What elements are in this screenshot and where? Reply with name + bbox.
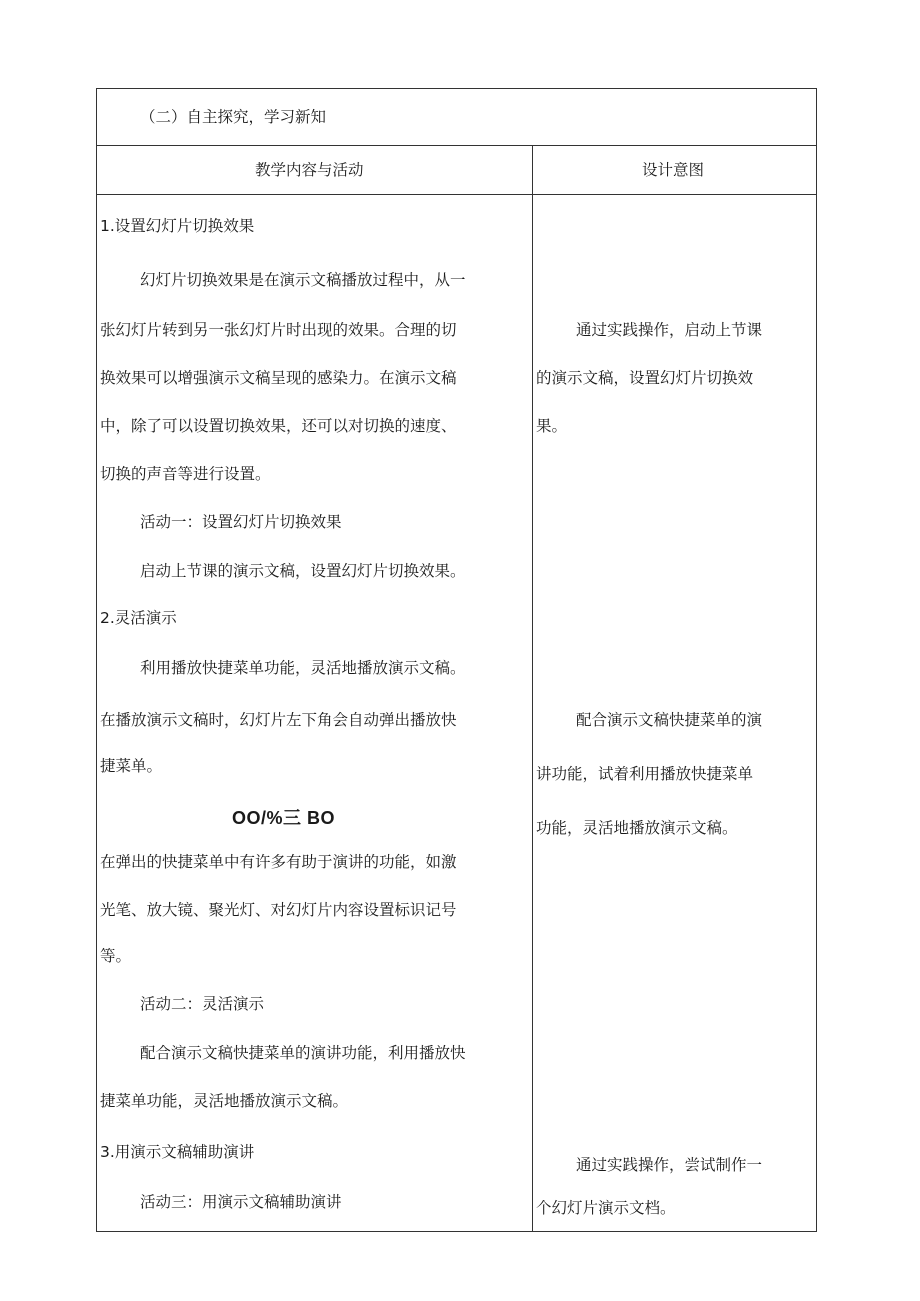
section-title: （二）自主探究，学习新知 [140, 108, 327, 126]
paragraph-line: 切换的声音等进行设置。 [100, 465, 271, 483]
paragraph-line: 换效果可以增强演示文稿呈现的感染力。在演示文稿 [100, 369, 457, 387]
activity-three-title: 活动三：用演示文稿辅助演讲 [140, 1193, 342, 1211]
intent-line: 通过实践操作，尝试制作一 [576, 1156, 763, 1174]
activity-one-text: 启动上节课的演示文稿，设置幻灯片切换效果。 [140, 562, 466, 580]
title-row-divider [96, 145, 817, 146]
content-column-header: 教学内容与活动 [255, 161, 364, 179]
paragraph-line: 幻灯片切换效果是在演示文稿播放过程中，从一 [140, 271, 466, 289]
paragraph-line: 捷菜单功能，灵活地播放演示文稿。 [100, 1092, 349, 1110]
paragraph-line: 中，除了可以设置切换效果，还可以对切换的速度、 [100, 417, 457, 435]
intent-line: 的演示文稿，设置幻灯片切换效 [536, 369, 754, 387]
intent-column-header: 设计意图 [642, 161, 705, 179]
paragraph-line: 光笔、放大镜、聚光灯、对幻灯片内容设置标识记号 [100, 901, 457, 919]
header-row-divider [96, 194, 817, 195]
activity-two-title: 活动二：灵活演示 [140, 995, 265, 1013]
paragraph-line: 在播放演示文稿时，幻灯片左下角会自动弹出播放快 [100, 711, 457, 729]
paragraph-line: 等。 [100, 947, 132, 965]
paragraph-line: 在弹出的快捷菜单中有许多有助于演讲的功能，如激 [100, 853, 457, 871]
intent-line: 通过实践操作，启动上节课 [576, 321, 763, 339]
intent-line: 讲功能，试着利用播放快捷菜单 [536, 765, 754, 783]
intent-line: 果。 [536, 417, 568, 435]
intent-line: 配合演示文稿快捷菜单的演 [576, 711, 763, 729]
activity-one-title: 活动一：设置幻灯片切换效果 [140, 513, 342, 531]
intent-line: 功能，灵活地播放演示文稿。 [536, 819, 738, 837]
playback-shortcut-bar: OO/%三 BO [232, 808, 336, 828]
heading-assist-speech: 3.用演示文稿辅助演讲 [100, 1143, 255, 1161]
paragraph-line: 张幻灯片转到另一张幻灯片时出现的效果。合理的切 [100, 321, 457, 339]
heading-slide-transition: 1.设置幻灯片切换效果 [100, 217, 255, 235]
column-divider [532, 145, 533, 1232]
paragraph-line: 配合演示文稿快捷菜单的演讲功能，利用播放快 [140, 1044, 466, 1062]
paragraph-line: 利用播放快捷菜单功能，灵活地播放演示文稿。 [140, 659, 466, 677]
heading-flexible-presentation: 2.灵活演示 [100, 609, 177, 627]
intent-line: 个幻灯片演示文档。 [536, 1199, 676, 1217]
paragraph-line: 捷菜单。 [100, 757, 163, 775]
